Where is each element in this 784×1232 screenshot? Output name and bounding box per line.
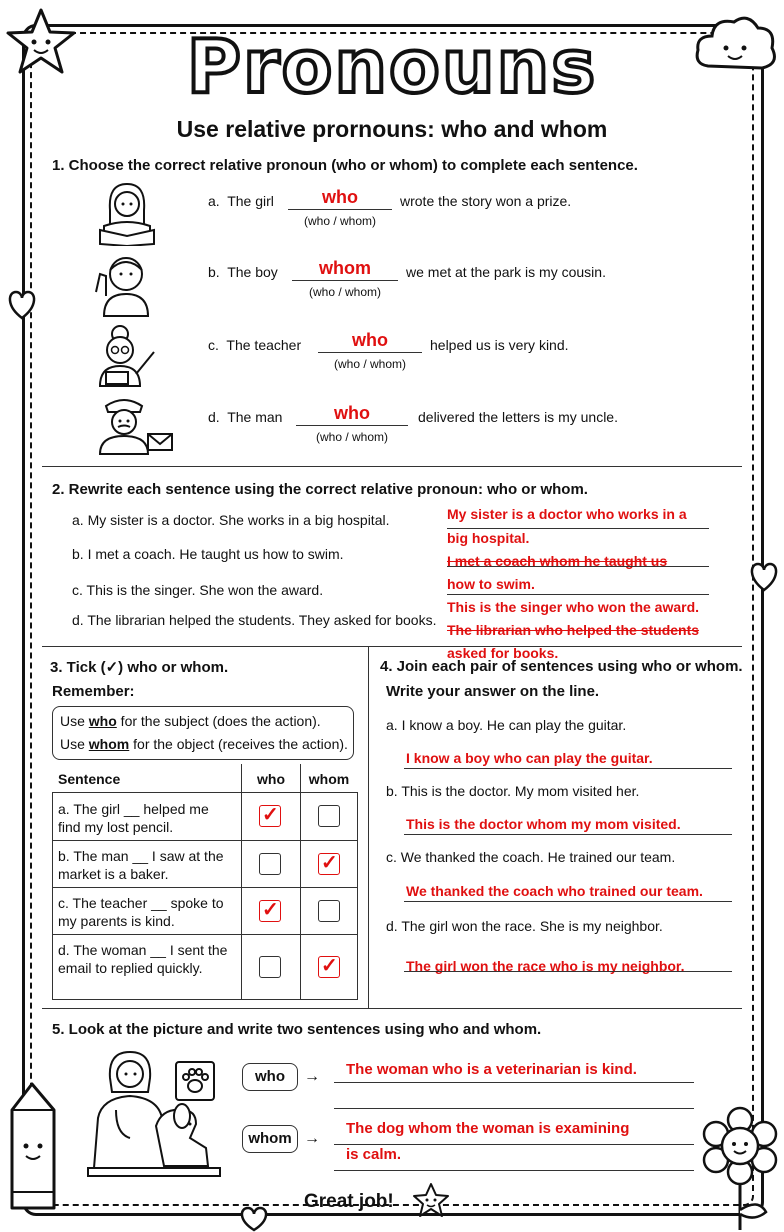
teacher-icon xyxy=(96,322,158,388)
section-divider xyxy=(42,466,742,467)
section3-heading: 3. Tick (✓) who or whom. xyxy=(50,659,229,676)
s5-whom-answer-line-2: is calm. xyxy=(346,1146,402,1163)
s2-answer-line-1: My sister is a doctor who works in a xyxy=(447,506,687,522)
table-col-line xyxy=(300,764,301,1000)
s4-question-d: d. The girl won the race. She is my neighbor. xyxy=(386,918,663,934)
answer-line xyxy=(447,566,709,567)
tick-row-d: d. The woman __ I sent the email to replied quickly. xyxy=(58,942,228,976)
s2-question-b: b. I met a coach. He taught us how to swim. xyxy=(72,546,344,562)
tick-row-c: c. The teacher __ spoke to my parents is kind. xyxy=(58,895,224,929)
table-col-line xyxy=(241,764,242,1000)
row-a-whom-checkbox[interactable] xyxy=(318,805,340,827)
s1-item-c-before: c. The teacher xyxy=(208,337,302,353)
section4-instruction: Write your answer on the line. xyxy=(386,683,600,700)
rule-who: Use who for the subject (does the action). xyxy=(60,713,321,729)
answer-line xyxy=(447,594,709,595)
table-row-line xyxy=(52,840,357,841)
answer-line xyxy=(292,280,398,281)
s1-item-a-hint: (who / whom) xyxy=(303,214,377,228)
s5-who-answer: The woman who is a veterinarian is kind. xyxy=(346,1061,637,1078)
rule-whom: Use whom for the object (receives the action). xyxy=(60,736,348,752)
s4-question-a: a. I know a boy. He can play the guitar. xyxy=(386,717,627,733)
s1-item-a-after: wrote the story won a prize. xyxy=(400,193,572,209)
s4-answer-a: I know a boy who can play the guitar. xyxy=(406,750,653,766)
tick-row-a: a. The girl __ helped me find my lost pencil. xyxy=(58,801,209,835)
heart-icon xyxy=(236,1206,272,1232)
s4-question-c: c. We thanked the coach. He trained our team. xyxy=(386,849,676,865)
page-title: Pronouns xyxy=(186,24,598,110)
s1-item-c-answer: who xyxy=(352,330,388,350)
remember-label: Remember: xyxy=(52,683,135,700)
whom-label-box: whom xyxy=(242,1125,298,1153)
row-d-whom-checkbox[interactable]: ✓ xyxy=(318,956,340,978)
row-c-whom-checkbox[interactable] xyxy=(318,900,340,922)
s2-answer-line-5: This is the singer who won the award. xyxy=(447,599,700,615)
s1-item-c-hint: (who / whom) xyxy=(333,357,407,371)
footer-great-job: Great job! xyxy=(304,1191,394,1212)
s2-answer-line-6: The librarian who helped the students xyxy=(447,622,700,638)
row-c-who-checkbox[interactable]: ✓ xyxy=(259,900,281,922)
section-divider xyxy=(42,1008,742,1009)
col-header-sentence: Sentence xyxy=(58,771,121,787)
answer-line xyxy=(404,901,732,902)
section-divider xyxy=(42,646,742,647)
s2-answer-line-7: asked for books. xyxy=(447,645,559,661)
s4-answer-c: We thanked the coach who trained our team. xyxy=(406,883,703,899)
answer-line xyxy=(404,834,732,835)
answer-line xyxy=(404,768,732,769)
s2-question-d: d. The librarian helped the students. They asked for books. xyxy=(72,612,437,628)
page-subtitle: Use relative prornouns: who and whom xyxy=(176,116,608,142)
s2-answer-line-3: I met a coach whom he taught us xyxy=(447,553,668,569)
row-d-who-checkbox[interactable] xyxy=(259,956,281,978)
answer-line xyxy=(296,425,408,426)
answer-line xyxy=(404,971,732,972)
heart-icon xyxy=(4,288,40,322)
answer-line xyxy=(334,1144,694,1145)
s1-item-c-after: helped us is very kind. xyxy=(430,337,569,353)
s2-question-a: a. My sister is a doctor. She works in a big hospital. xyxy=(72,512,390,528)
pencil-icon xyxy=(6,1080,60,1230)
row-b-whom-checkbox[interactable]: ✓ xyxy=(318,853,340,875)
s4-answer-d: The girl won the race who is my neighbor. xyxy=(406,958,685,974)
answer-line xyxy=(334,1170,694,1171)
col-header-who: who xyxy=(257,771,285,787)
s1-item-b-answer: whom xyxy=(319,258,371,278)
heart-icon xyxy=(746,560,782,594)
answer-line xyxy=(318,352,422,353)
s2-question-c: c. This is the singer. She won the award. xyxy=(72,582,324,598)
paw-print-icon xyxy=(174,1060,216,1102)
tick-row-b: b. The man __ I saw at the market is a baker. xyxy=(58,848,224,882)
s1-item-a-answer: who xyxy=(322,187,358,207)
s1-item-b-hint: (who / whom) xyxy=(308,285,382,299)
answer-line xyxy=(447,528,709,529)
table-row-line xyxy=(52,934,357,935)
who-label-box: who xyxy=(242,1063,298,1091)
row-a-who-checkbox[interactable]: ✓ xyxy=(259,805,281,827)
boy-waving-icon xyxy=(90,252,158,318)
table-row-line xyxy=(52,887,357,888)
section2-heading: 2. Rewrite each sentence using the correct relative pronoun: who or whom. xyxy=(52,481,588,498)
s1-item-d-after: delivered the letters is my uncle. xyxy=(418,409,618,425)
col-header-whom: whom xyxy=(308,771,350,787)
column-divider xyxy=(368,646,369,1008)
arrow-icon: → xyxy=(304,1130,320,1147)
s4-question-b: b. This is the doctor. My mom visited her. xyxy=(386,783,640,799)
smiling-flower-icon xyxy=(700,1106,780,1230)
s4-answer-b: This is the doctor whom my mom visited. xyxy=(406,816,681,832)
section4-heading: 4. Join each pair of sentences using who or whom. xyxy=(380,658,743,675)
s1-item-d-answer: who xyxy=(334,403,370,423)
s1-item-a-before: a. The girl xyxy=(208,193,274,209)
s1-item-d-hint: (who / whom) xyxy=(315,430,389,444)
s1-item-b-after: we met at the park is my cousin. xyxy=(406,264,606,280)
section5-heading: 5. Look at the picture and write two sentences using who and whom. xyxy=(52,1021,542,1038)
s1-item-d-before: d. The man xyxy=(208,409,283,425)
answer-line xyxy=(334,1108,694,1109)
arrow-icon: → xyxy=(304,1068,320,1085)
girl-reading-icon xyxy=(96,180,158,246)
s2-answer-line-2: big hospital. xyxy=(447,530,530,546)
smiling-star-icon xyxy=(412,1182,450,1218)
section1-heading: 1. Choose the correct relative pronoun (who or whom) to complete each sentence. xyxy=(52,157,638,174)
s2-answer-line-4: how to swim. xyxy=(447,576,535,592)
mailman-icon xyxy=(96,394,176,456)
row-b-who-checkbox[interactable] xyxy=(259,853,281,875)
answer-line xyxy=(334,1082,694,1083)
s5-whom-answer-line-1: The dog whom the woman is examining xyxy=(346,1120,630,1137)
answer-line xyxy=(288,209,392,210)
s1-item-b-before: b. The boy xyxy=(208,264,278,280)
